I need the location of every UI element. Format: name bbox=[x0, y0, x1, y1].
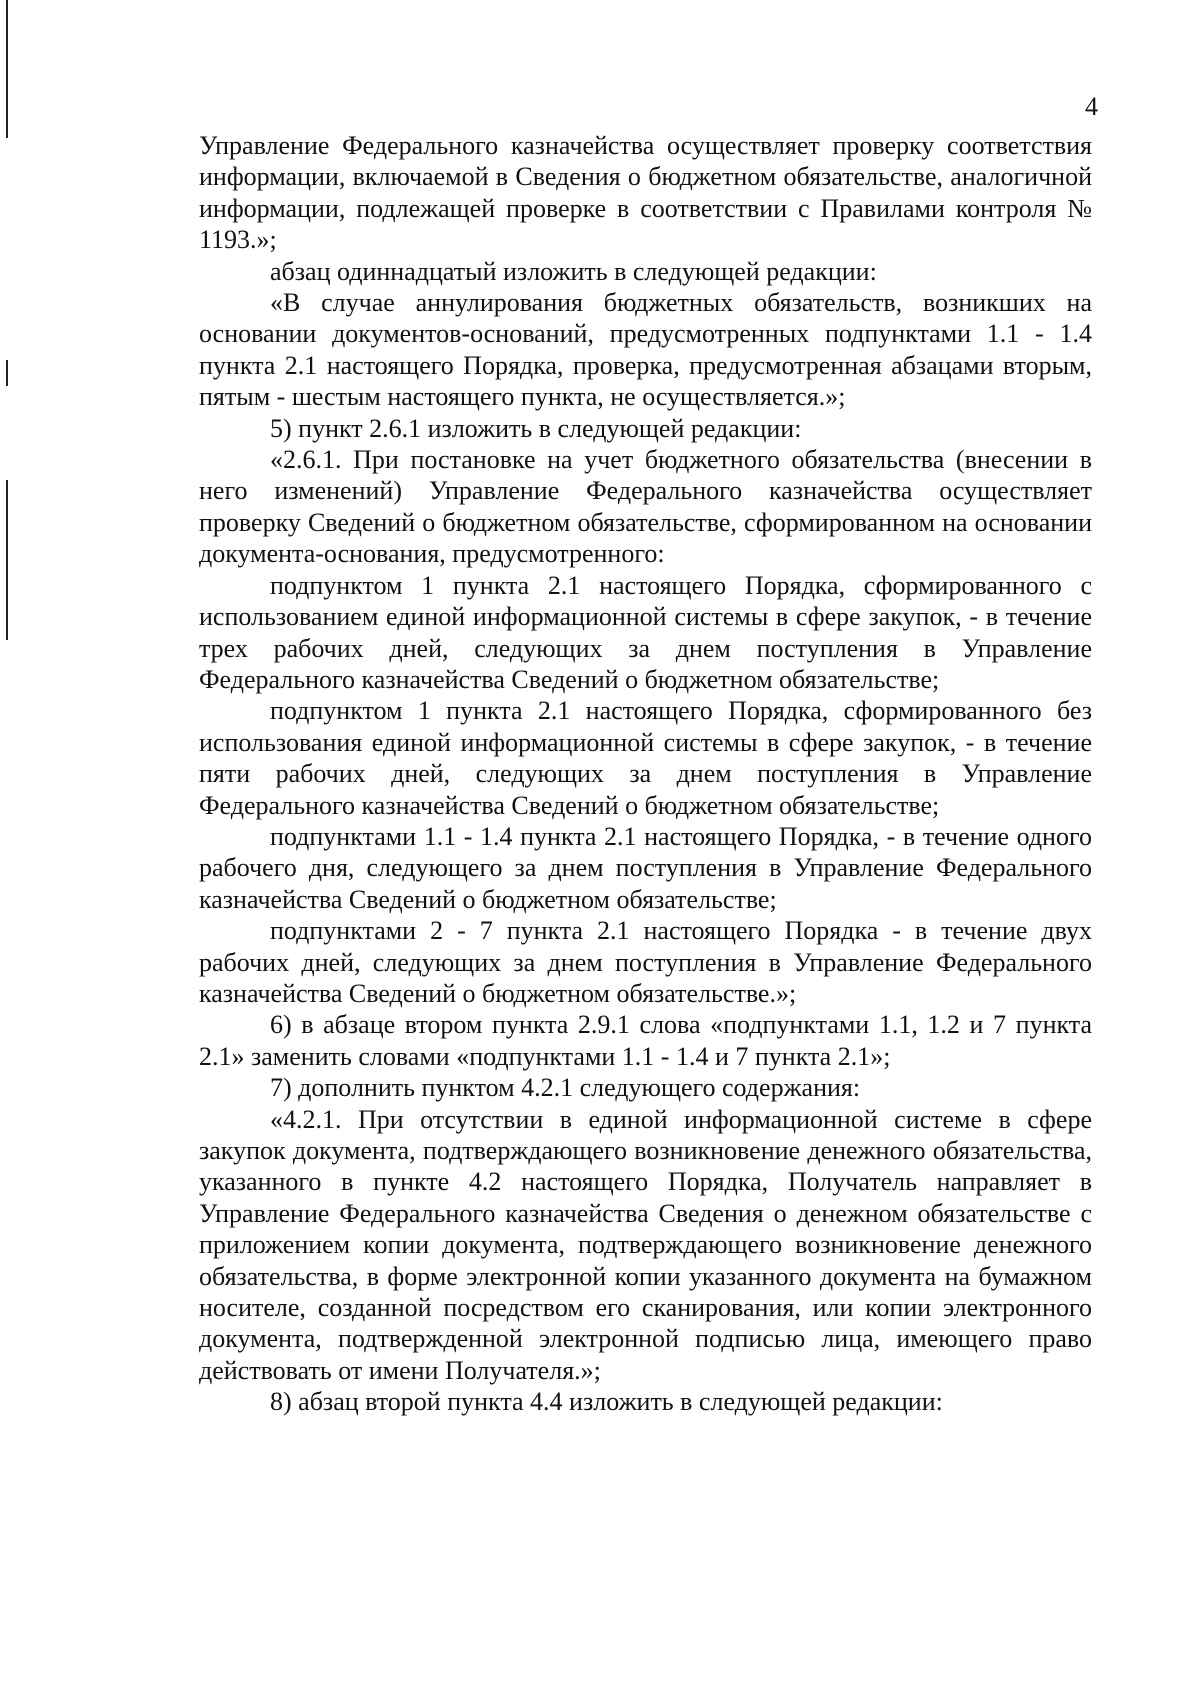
paragraph: подпунктами 1.1 - 1.4 пункта 2.1 настоящего Порядка, - в течение одного рабочего дня, следующего за днем поступления в Управление Федерального казначейства Сведений о бюджетном обязательстве; bbox=[199, 821, 1092, 914]
paragraph: подпунктом 1 пункта 2.1 настоящего Порядка, сформированного с использованием единой информационной системы в сфере закупок, - в течение трех рабочих дней, следующих за днем поступления в Управление Федерального казначейства Сведений о бюджетном обязательстве; bbox=[199, 570, 1092, 694]
paragraph-item-8: 8) абзац второй пункта 4.4 изложить в следующей редакции: bbox=[270, 1387, 943, 1417]
paragraph: «4.2.1. При отсутствии в единой информационной системе в сфере закупок документа, подтверждающего возникновение денежного обязательства, указанного в пункте 4.2 настоящего Порядка, Получатель направляет в Управление Федерального казначейства Сведения о денежном обязательстве с приложением копии документа, подтверждающего возникновение денежного обязательства, в форме электронной копии указанного документа на бумажном носителе, созданной посредством его сканирования, или копии электронного документа, подтвержденной электронной подписью лица, имеющего право действовать от имени Получателя.»; bbox=[199, 1104, 1092, 1385]
scan-edge-mark bbox=[6, 360, 8, 386]
paragraph-item-6: 6) в абзаце втором пункта 2.9.1 слова «подпунктами 1.1, 1.2 и 7 пункта 2.1» заменить словами «подпунктами 1.1 - 1.4 и 7 пункта 2.1»; bbox=[199, 1010, 1092, 1071]
document-body bbox=[199, 130, 1092, 1418]
paragraph: абзац одиннадцатый изложить в следующей редакции: bbox=[270, 256, 877, 286]
paragraph: «В случае аннулирования бюджетных обязательств, возникших на основании документов-оснований, предусмотренных подпунктами 1.1 - 1.4 пункта 2.1 настоящего Порядка, проверка, предусмотренная абзацами вторым, пятым - шестым настоящего пункта, не осуществляется.»; bbox=[199, 288, 1092, 412]
paragraph-continuation: Управление Федерального казначейства осуществляет проверку соответствия информации, включаемой в Сведения о бюджетном обязательстве, аналогичной информации, подлежащей проверке в соответствии с Правилами контроля № 1193.»; bbox=[199, 131, 1092, 255]
scan-edge-mark bbox=[6, 0, 8, 138]
paragraph: подпунктом 1 пункта 2.1 настоящего Порядка, сформированного без использования единой информационной системы в сфере закупок, - в течение пяти рабочих дней, следующих за днем поступления в Управление Федерального казначейства Сведений о бюджетном обязательстве; bbox=[199, 696, 1092, 820]
paragraph: «2.6.1. При постановке на учет бюджетного обязательства (внесении в него изменений) Управление Федерального казначейства осуществляет проверку Сведений о бюджетном обязательстве, сформированном на основании документа-основания, предусмотренного: bbox=[199, 445, 1092, 569]
paragraph-item-7: 7) дополнить пунктом 4.2.1 следующего содержания: bbox=[270, 1073, 861, 1103]
page-number: 4 bbox=[1085, 92, 1098, 121]
paragraph-item-5: 5) пункт 2.6.1 изложить в следующей редакции: bbox=[270, 413, 802, 443]
scan-edge-mark bbox=[6, 480, 8, 640]
paragraph: подпунктами 2 - 7 пункта 2.1 настоящего Порядка - в течение двух рабочих дней, следующих за днем поступления в Управление Федерального казначейства Сведений о бюджетном обязательстве.»; bbox=[199, 916, 1092, 1008]
